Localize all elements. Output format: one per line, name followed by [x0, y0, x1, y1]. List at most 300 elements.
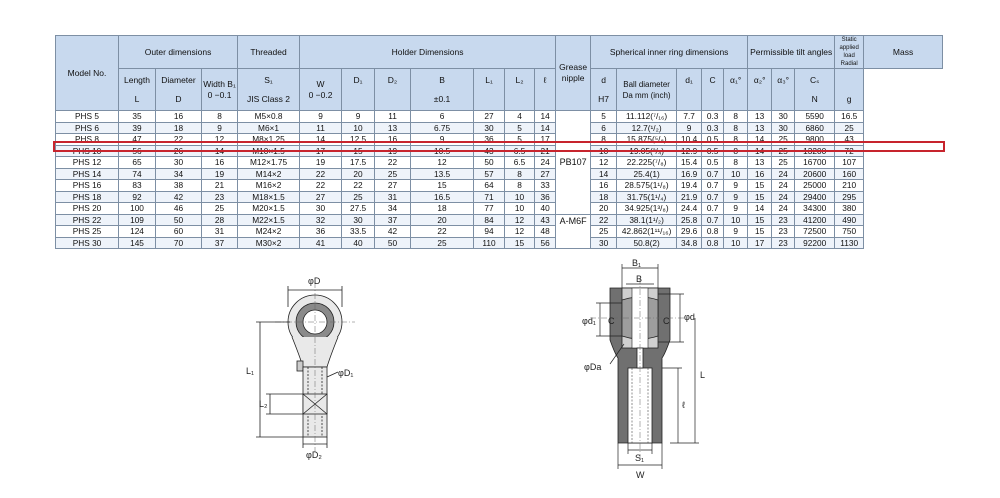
cell-w: 36	[300, 226, 342, 238]
cell-l1: 64	[474, 180, 505, 192]
cell-w: 9	[300, 111, 342, 123]
header-alpha2: α₂°	[748, 69, 772, 111]
cell-model: PHS 8	[56, 134, 119, 146]
cell-mass: 160	[835, 168, 864, 180]
rod-end-side-drawing	[220, 262, 380, 492]
cell-c: 0.3	[702, 111, 724, 123]
cell-d1: 25	[342, 191, 375, 203]
cell-l: 35	[119, 111, 156, 123]
cell-d1: 15	[342, 145, 375, 157]
cell-d2: 50	[375, 237, 411, 249]
header-alpha3: α₃°	[772, 69, 795, 111]
cell-b1: 25	[202, 203, 238, 215]
cell-cs: 34300	[795, 203, 835, 215]
cell-d1: 12.5	[342, 134, 375, 146]
cell-l: 33	[535, 180, 556, 192]
cell-cs: 25000	[795, 180, 835, 192]
cell-l: 56	[119, 145, 156, 157]
cell-l: 48	[535, 226, 556, 238]
cell-a2: 14	[748, 134, 772, 146]
cell-da: 38.1(1¹/₂)	[617, 214, 677, 226]
cell-w: 27	[300, 191, 342, 203]
cell-b1: 31	[202, 226, 238, 238]
cell-a3: 24	[772, 180, 795, 192]
cell-d2: 31	[375, 191, 411, 203]
cell-d1: 40	[342, 237, 375, 249]
header-outer-dimensions: Outer dimensions	[119, 36, 238, 69]
cell-b1: 21	[202, 180, 238, 192]
table-row	[56, 111, 943, 123]
cell-model: PHS 5	[56, 111, 119, 123]
cell-c: 0.7	[702, 168, 724, 180]
cell-da: 19.05(³/₄)	[617, 145, 677, 157]
cell-da: 12.7(¹/₂)	[617, 122, 677, 134]
cell-a3: 23	[772, 226, 795, 238]
cell-l: 27	[535, 168, 556, 180]
cell-d1: 29.6	[677, 226, 702, 238]
cell-c: 0.7	[702, 191, 724, 203]
cell-a3: 25	[772, 145, 795, 157]
cell-b: 16.5	[411, 191, 474, 203]
cell-d: 22	[591, 214, 617, 226]
cell-d: 16	[156, 111, 202, 123]
cell-a3: 25	[772, 157, 795, 169]
cell-l1: 110	[474, 237, 505, 249]
cell-d1: 21.9	[677, 191, 702, 203]
cell-s1: M16×2	[238, 180, 300, 192]
cell-da: 25.4(1)	[617, 168, 677, 180]
cell-mass: 107	[835, 157, 864, 169]
cell-c: 0.8	[702, 226, 724, 238]
header-d: d H7	[591, 69, 617, 111]
cell-l1: 27	[474, 111, 505, 123]
cell-l2: 8	[505, 168, 535, 180]
cell-da: 15.875(⁵/₈)	[617, 134, 677, 146]
cell-l2: 10	[505, 191, 535, 203]
cell-a1: 8	[724, 111, 748, 123]
header-static-load: Static applied load Radial	[835, 36, 864, 69]
cell-l2: 15	[505, 237, 535, 249]
cell-d1: 19.4	[677, 180, 702, 192]
header-l-small: ℓ	[535, 69, 556, 111]
cell-a2: 14	[748, 203, 772, 215]
cell-model: PHS 16	[56, 180, 119, 192]
header-l2: L₂	[505, 69, 535, 111]
cell-d1: 30	[342, 214, 375, 226]
cell-a1: 9	[724, 191, 748, 203]
cell-mass: 1130	[835, 237, 864, 249]
cell-s1: M6×1	[238, 122, 300, 134]
cell-s1: M12×1.75	[238, 157, 300, 169]
cell-l: 92	[119, 191, 156, 203]
table-row	[56, 134, 943, 146]
cell-d1: 34.8	[677, 237, 702, 249]
cell-d2: 13	[375, 122, 411, 134]
cell-d: 16	[591, 180, 617, 192]
cell-a1: 9	[724, 180, 748, 192]
header-d1: D₁	[342, 69, 375, 111]
cell-d1: 27.5	[342, 203, 375, 215]
cell-mass: 25	[835, 122, 864, 134]
cell-b: 20	[411, 214, 474, 226]
cell-b1: 8	[202, 111, 238, 123]
cell-mass: 295	[835, 191, 864, 203]
cell-l: 56	[535, 237, 556, 249]
cell-b: 12	[411, 157, 474, 169]
cell-s1: M22×1.5	[238, 214, 300, 226]
cell-l2: 12	[505, 214, 535, 226]
cell-l1: 50	[474, 157, 505, 169]
cell-b: 10.5	[411, 145, 474, 157]
cell-b1: 28	[202, 214, 238, 226]
label-b: B	[636, 274, 643, 284]
table-row	[56, 226, 943, 238]
cell-d: 20	[591, 203, 617, 215]
cell-c: 0.7	[702, 214, 724, 226]
cell-a1: 8	[724, 157, 748, 169]
cell-d2: 27	[375, 180, 411, 192]
label-phi-da: φDa	[584, 362, 602, 372]
cell-a1: 9	[724, 203, 748, 215]
cell-d: 6	[591, 122, 617, 134]
cell-da: 50.8(2)	[617, 237, 677, 249]
cell-model: PHS 25	[56, 226, 119, 238]
header-cs: Cₛ N	[795, 69, 835, 111]
header-l1: L₁	[474, 69, 505, 111]
cell-cs: 9800	[795, 134, 835, 146]
cell-l: 124	[119, 226, 156, 238]
label-s1: S₁	[635, 453, 645, 463]
grease-nipple-cell-lower: A-M6F	[556, 214, 591, 249]
header-d2: D₂	[375, 69, 411, 111]
cell-l: 100	[119, 203, 156, 215]
cell-d1: 25.8	[677, 214, 702, 226]
cell-a1: 9	[724, 226, 748, 238]
cell-d2: 19	[375, 145, 411, 157]
cell-b: 13.5	[411, 168, 474, 180]
cell-d1: 7.7	[677, 111, 702, 123]
cell-d: 60	[156, 226, 202, 238]
cell-b: 25	[411, 237, 474, 249]
cell-d: 38	[156, 180, 202, 192]
label-phi-d-bore: φd	[684, 312, 695, 322]
cell-a1: 10	[724, 237, 748, 249]
cell-l2: 8	[505, 180, 535, 192]
cell-b1: 14	[202, 145, 238, 157]
cell-l: 43	[535, 214, 556, 226]
cell-w: 14	[300, 134, 342, 146]
cell-l: 17	[535, 134, 556, 146]
cell-d2: 42	[375, 226, 411, 238]
cell-d: 30	[156, 157, 202, 169]
cell-d2: 34	[375, 203, 411, 215]
header-grease-nipple: Grease nipple	[556, 36, 591, 111]
cell-d: 50	[156, 214, 202, 226]
cell-d1: 15.4	[677, 157, 702, 169]
label-c-left: C	[608, 316, 615, 326]
cell-cs: 20600	[795, 168, 835, 180]
cell-w: 22	[300, 180, 342, 192]
header-width-b1: Width B₁ 0 −0.1	[202, 69, 238, 111]
cell-d1: 33.5	[342, 226, 375, 238]
header-model-no: Model No.	[56, 36, 119, 111]
header-length: Length L	[119, 69, 156, 111]
header-alpha1: α₁°	[724, 69, 748, 111]
cell-l1: 43	[474, 145, 505, 157]
cell-a2: 16	[748, 168, 772, 180]
specification-table	[55, 35, 943, 249]
cell-d2: 25	[375, 168, 411, 180]
cell-a2: 15	[748, 214, 772, 226]
table-row	[56, 145, 943, 157]
cell-a3: 23	[772, 214, 795, 226]
cell-model: PHS 30	[56, 237, 119, 249]
cell-d: 14	[591, 168, 617, 180]
header-d1-inner: d₁	[677, 69, 702, 111]
cell-a3: 25	[772, 134, 795, 146]
header-threaded: Threaded	[238, 36, 300, 69]
label-phi-d1: φD₁	[338, 368, 354, 378]
cell-l1: 57	[474, 168, 505, 180]
cell-a2: 17	[748, 237, 772, 249]
cell-da: 34.925(1³/₈)	[617, 203, 677, 215]
cell-da: 22.225(⁷/₈)	[617, 157, 677, 169]
cell-a1: 10	[724, 214, 748, 226]
label-phi-d2: φD₂	[306, 450, 322, 460]
cell-d: 12	[591, 157, 617, 169]
cell-model: PHS 6	[56, 122, 119, 134]
cell-l: 14	[535, 111, 556, 123]
cell-a3: 23	[772, 237, 795, 249]
cell-da: 42.862(1¹¹/₁₆)	[617, 226, 677, 238]
label-c-right: C	[663, 316, 670, 326]
header-spherical-dimensions: Spherical inner ring dimensions	[591, 36, 748, 69]
cell-b: 18	[411, 203, 474, 215]
cell-a3: 30	[772, 122, 795, 134]
cell-c: 0.8	[702, 237, 724, 249]
cell-l1: 84	[474, 214, 505, 226]
cell-l1: 71	[474, 191, 505, 203]
cell-cs: 29400	[795, 191, 835, 203]
cell-l: 14	[535, 122, 556, 134]
cell-da: 11.112(⁷/₁₆)	[617, 111, 677, 123]
cell-w: 41	[300, 237, 342, 249]
header-tilt-angles: Permissible tilt angles	[748, 36, 835, 69]
label-w: W	[636, 470, 645, 480]
table-row	[56, 237, 943, 249]
cell-mass: 43	[835, 134, 864, 146]
cell-d: 18	[591, 191, 617, 203]
cell-d: 10	[591, 145, 617, 157]
cell-b: 6.75	[411, 122, 474, 134]
cell-l: 65	[119, 157, 156, 169]
cell-d: 25	[591, 226, 617, 238]
cell-d1: 20	[342, 168, 375, 180]
cell-l: 21	[535, 145, 556, 157]
cell-cs: 92200	[795, 237, 835, 249]
cell-d: 5	[591, 111, 617, 123]
cell-mass: 380	[835, 203, 864, 215]
cell-c: 0.5	[702, 157, 724, 169]
cell-b: 15	[411, 180, 474, 192]
cell-c: 0.3	[702, 122, 724, 134]
label-l1: L₁	[246, 366, 255, 376]
cell-s1: M20×1.5	[238, 203, 300, 215]
table-row	[56, 180, 943, 192]
cell-cs: 16700	[795, 157, 835, 169]
cell-da: 28.575(1¹/₈)	[617, 180, 677, 192]
cell-b1: 37	[202, 237, 238, 249]
cell-mass: 72	[835, 145, 864, 157]
cell-a2: 15	[748, 191, 772, 203]
cell-mass: 16.5	[835, 111, 864, 123]
table-row	[56, 203, 943, 215]
cell-l2: 6.5	[505, 145, 535, 157]
cell-d: 34	[156, 168, 202, 180]
label-phi-d: φD	[308, 276, 321, 286]
cell-model: PHS 20	[56, 203, 119, 215]
cell-l2: 10	[505, 203, 535, 215]
cell-model: PHS 10	[56, 145, 119, 157]
cell-d2: 22	[375, 157, 411, 169]
cell-d1: 10	[342, 122, 375, 134]
header-diameter: Diameter D	[156, 69, 202, 111]
table-row	[56, 122, 943, 134]
header-mass: Mass	[864, 36, 943, 69]
cell-l2: 4	[505, 111, 535, 123]
cell-a3: 24	[772, 203, 795, 215]
header-w: W 0 −0.2	[300, 69, 342, 111]
cell-a3: 24	[772, 168, 795, 180]
cell-s1: M14×2	[238, 168, 300, 180]
cell-s1: M24×2	[238, 226, 300, 238]
cell-w: 22	[300, 168, 342, 180]
cell-model: PHS 12	[56, 157, 119, 169]
cell-d: 70	[156, 237, 202, 249]
cell-s1: M5×0.8	[238, 111, 300, 123]
cell-c: 0.5	[702, 134, 724, 146]
cell-l: 40	[535, 203, 556, 215]
header-b: B ±0.1	[411, 69, 474, 111]
cell-s1: M30×2	[238, 237, 300, 249]
cell-a2: 15	[748, 226, 772, 238]
label-b1: B₁	[632, 258, 642, 268]
cell-l: 109	[119, 214, 156, 226]
cell-l: 36	[535, 191, 556, 203]
table-row	[56, 214, 943, 226]
cell-b: 22	[411, 226, 474, 238]
cell-model: PHS 14	[56, 168, 119, 180]
cell-cs: 5590	[795, 111, 835, 123]
cell-l2: 5	[505, 134, 535, 146]
cell-d1: 9	[677, 122, 702, 134]
cell-d2: 16	[375, 134, 411, 146]
cell-w: 19	[300, 157, 342, 169]
cell-cs: 13200	[795, 145, 835, 157]
label-l-total: L	[700, 370, 706, 380]
cell-l: 39	[119, 122, 156, 134]
cell-l1: 30	[474, 122, 505, 134]
header-c: C	[702, 69, 724, 111]
cell-l: 145	[119, 237, 156, 249]
header-s1: S₁ JIS Class 2	[238, 69, 300, 111]
cell-d: 8	[591, 134, 617, 146]
cell-l1: 94	[474, 226, 505, 238]
cell-d: 22	[156, 134, 202, 146]
cell-b: 9	[411, 134, 474, 146]
cell-d1: 17.5	[342, 157, 375, 169]
cell-mass: 210	[835, 180, 864, 192]
cell-c: 0.5	[702, 145, 724, 157]
cell-b1: 12	[202, 134, 238, 146]
cell-d2: 11	[375, 111, 411, 123]
cell-d: 46	[156, 203, 202, 215]
cell-d: 18	[156, 122, 202, 134]
cell-cs: 72500	[795, 226, 835, 238]
cell-d: 30	[591, 237, 617, 249]
cell-l: 24	[535, 157, 556, 169]
cell-a1: 8	[724, 145, 748, 157]
cell-s1: M8×1.25	[238, 134, 300, 146]
cell-c: 0.7	[702, 203, 724, 215]
cell-cs: 6860	[795, 122, 835, 134]
cell-d1: 12.9	[677, 145, 702, 157]
header-mass-unit: g	[835, 69, 864, 111]
cell-a3: 24	[772, 191, 795, 203]
cell-d1: 24.4	[677, 203, 702, 215]
cell-a1: 8	[724, 134, 748, 146]
cell-s1: M10×1.5	[238, 145, 300, 157]
cell-c: 0.7	[702, 180, 724, 192]
cell-a3: 30	[772, 111, 795, 123]
cell-a2: 13	[748, 157, 772, 169]
cell-w: 17	[300, 145, 342, 157]
label-l2: L₂	[259, 399, 268, 409]
cell-a1: 8	[724, 122, 748, 134]
cell-d: 26	[156, 145, 202, 157]
cell-model: PHS 22	[56, 214, 119, 226]
cell-d1: 10.4	[677, 134, 702, 146]
cell-a2: 14	[748, 145, 772, 157]
header-holder-dimensions: Holder Dimensions	[300, 36, 556, 69]
cell-w: 30	[300, 203, 342, 215]
cell-l: 83	[119, 180, 156, 192]
table-row	[56, 157, 943, 169]
cell-a2: 15	[748, 180, 772, 192]
cell-l1: 77	[474, 203, 505, 215]
cell-l: 74	[119, 168, 156, 180]
cell-a2: 13	[748, 122, 772, 134]
cell-d1: 22	[342, 180, 375, 192]
cell-l2: 5	[505, 122, 535, 134]
cell-cs: 41200	[795, 214, 835, 226]
cell-w: 11	[300, 122, 342, 134]
cell-d1: 16.9	[677, 168, 702, 180]
table-row	[56, 191, 943, 203]
header-ball-diameter: Ball diameter Da mm (inch)	[617, 69, 677, 111]
cell-l2: 6.5	[505, 157, 535, 169]
cell-b1: 19	[202, 168, 238, 180]
cell-w: 32	[300, 214, 342, 226]
cell-d: 42	[156, 191, 202, 203]
cell-mass: 750	[835, 226, 864, 238]
cell-mass: 490	[835, 214, 864, 226]
cell-a1: 10	[724, 168, 748, 180]
cell-da: 31.75(1¹/₄)	[617, 191, 677, 203]
label-phi-d1-inner: φd₁	[582, 316, 596, 326]
grease-nipple-cell-upper: PB107	[556, 111, 591, 215]
cell-b1: 23	[202, 191, 238, 203]
